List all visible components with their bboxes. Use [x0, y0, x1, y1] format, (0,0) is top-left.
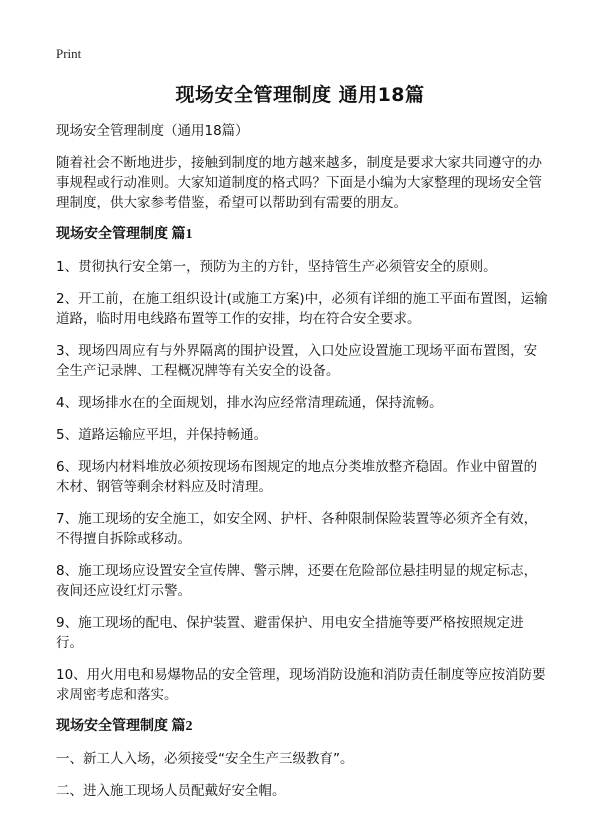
list-item: 一、新工人入场，必须接受“安全生产三级教育”。	[56, 751, 354, 767]
list-item: 二、进入施工现场人员配戴好安全帽。	[56, 783, 286, 799]
section-2	[56, 717, 550, 801]
list-item: 4、现场排水在的全面规划，排水沟应经常清理疏通，保持流畅。	[56, 395, 443, 411]
list-item: 5、道路运输应平坦，并保持畅通。	[56, 427, 268, 443]
list-item: 3、现场四周应有与外界隔离的围护设置，入口处应设置施工现场平面布置图，安全生产记录牌、工程概况牌等有关安全的设备。	[56, 343, 538, 379]
list-item: 8、施工现场应设置安全宣传牌、警示牌，还要在危险部位悬挂明显的规定标志，夜间还应设红灯示警。	[56, 563, 538, 599]
list-item: 9、施工现场的配电、保护装置、避雷保护、用电安全措施等要严格按照规定进行。	[56, 615, 524, 651]
section-heading: 现场安全管理制度 篇1	[56, 227, 193, 242]
list-item: 6、现场内材料堆放必须按现场布图规定的地点分类堆放整齐稳固。作业中留置的木材、钢管等剩余材料应及时清理。	[56, 459, 538, 495]
list-item: 2、开工前，在施工组织设计(或施工方案)中，必须有详细的施工平面布置图，运输道路，临时用电线路布置等工作的安排，均在符合安全要求。	[56, 291, 548, 327]
section-heading: 现场安全管理制度 篇2	[56, 719, 193, 734]
list-item: 1、贯彻执行安全第一，预防为主的方针，坚持管生产必须管安全的原则。	[56, 259, 497, 275]
list-item: 10、用火用电和易爆物品的安全管理，现场消防设施和消防责任制度等应按消防要求周密考虑和落实。	[56, 667, 546, 703]
intro-paragraph: 随着社会不断地进步，接触到制度的地方越来越多，制度是要求大家共同遵守的办事规程或行动准则。大家知道制度的格式吗？下面是小编为大家整理的现场安全管理制度，供大家参考借鉴，希望可以帮助到有需要的朋友。	[56, 155, 542, 211]
list-item: 7、施工现场的安全施工，如安全网、护杆、各种限制保险装置等必须齐全有效，不得擅自拆除或移动。	[56, 511, 538, 547]
document-subtitle: 现场安全管理制度（通用18篇）	[56, 123, 249, 139]
document-body	[56, 121, 550, 813]
page-title: 现场安全管理制度 通用18篇	[175, 84, 425, 106]
section-1	[56, 225, 550, 705]
print-label: Print	[56, 46, 82, 61]
